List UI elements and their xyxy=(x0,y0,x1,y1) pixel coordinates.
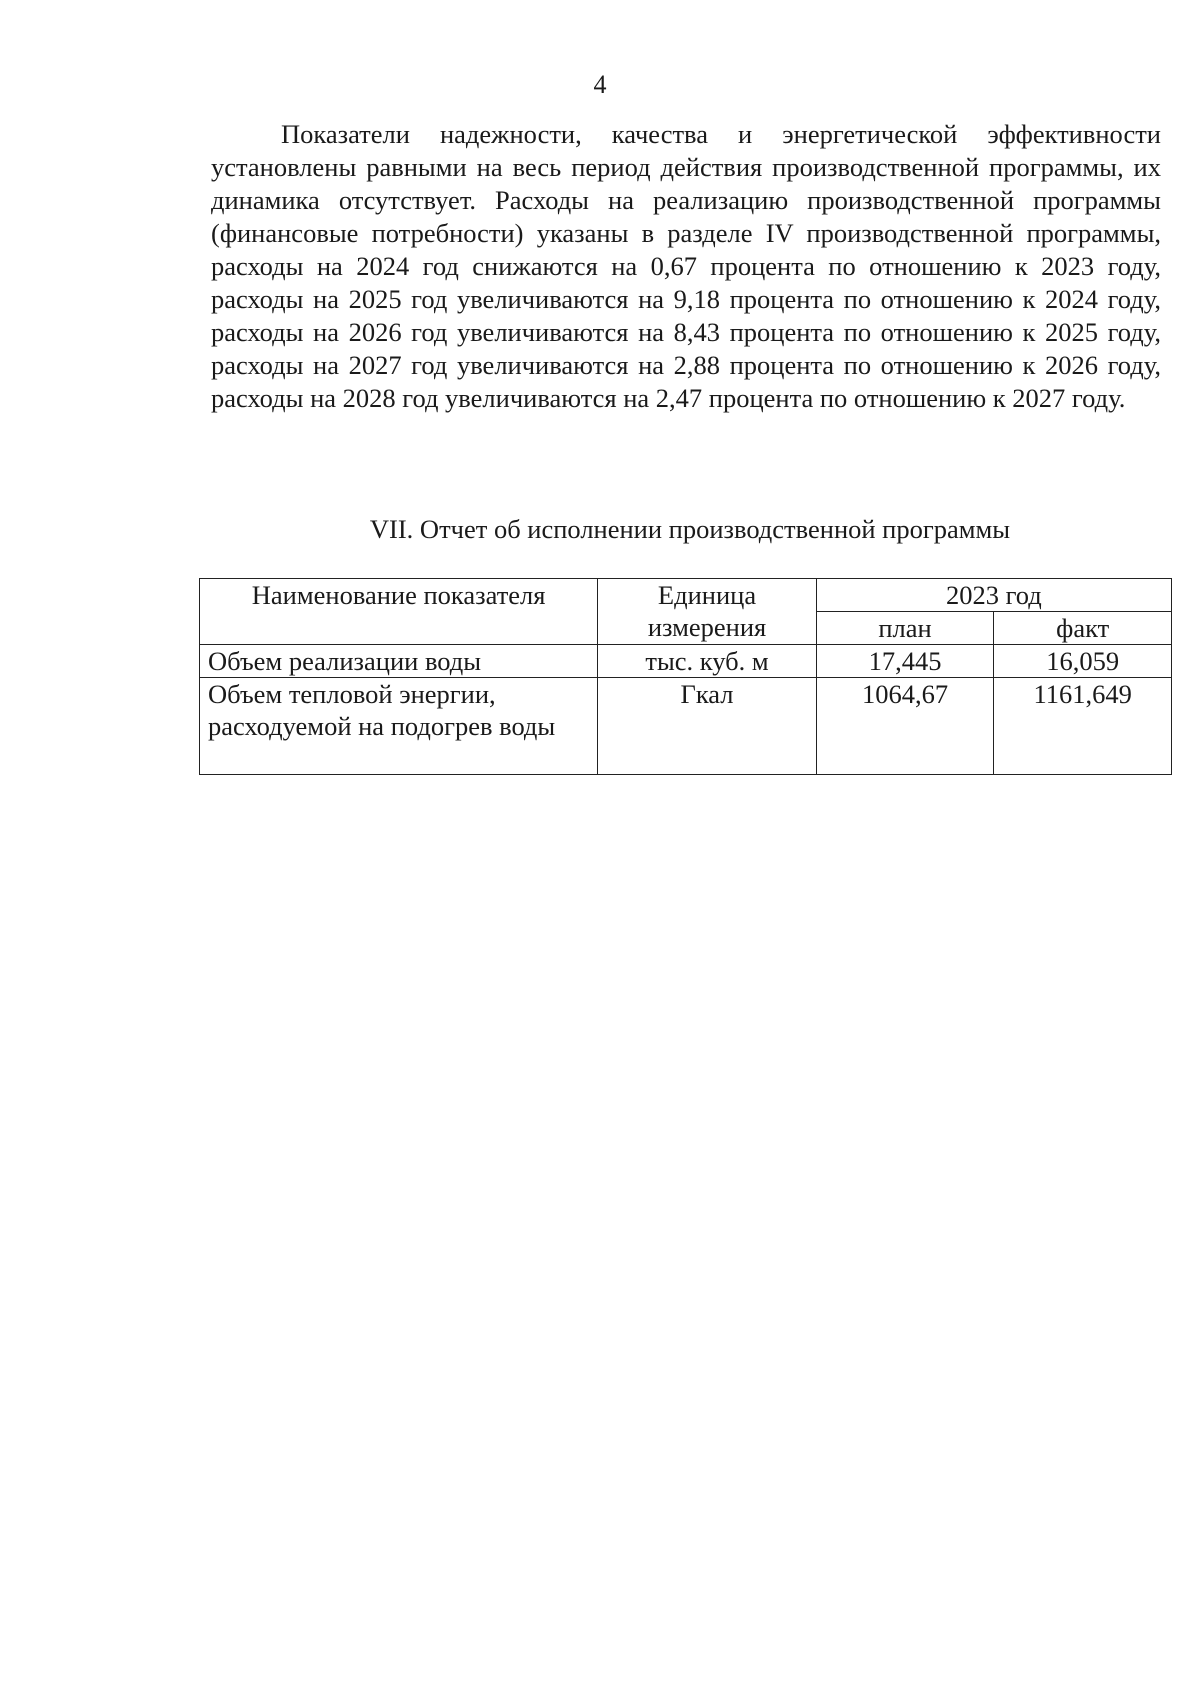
page-number: 4 xyxy=(593,70,607,99)
row-plan: 17,445 xyxy=(816,645,994,678)
section-title: VII. Отчет об исполнении производственной программы xyxy=(369,514,1011,544)
row-unit: тыс. куб. м xyxy=(598,645,817,678)
header-year: 2023 год xyxy=(816,579,1171,612)
row-fact: 1161,649 xyxy=(994,678,1172,775)
body-paragraph: Показатели надежности, качества и энергетической эффективности установлены равными на весь период действия производственной программы, их динамика отсутствует. Расходы на реализацию производственной программы (финансовые потребности) указаны в разделе IV производственной программы, расходы на 2024 год снижаются на 0,67 процента по отношению к 2023 году, расходы на 2025 год увеличиваются на 9,18 процента по отношению к 2024 году, расходы на 2026 год увеличиваются на 8,43 процента по отношению к 2025 году, расходы на 2027 год увеличиваются на 2,88 процента по отношению к 2026 году, расходы на 2028 год увеличиваются на 2,47 процента по отношению к 2027 году. xyxy=(211,119,1161,413)
row-fact: 16,059 xyxy=(994,645,1172,678)
report-table xyxy=(199,578,1172,775)
table-header-row xyxy=(200,579,1172,612)
row-plan: 1064,67 xyxy=(816,678,994,775)
table-row xyxy=(200,678,1172,775)
row-name: Объем тепловой энергии, расходуемой на подогрев воды xyxy=(200,678,598,775)
header-unit: Единица измерения xyxy=(598,579,817,645)
table-row xyxy=(200,645,1172,678)
row-name: Объем реализации воды xyxy=(200,645,598,678)
header-fact: факт xyxy=(994,612,1172,645)
header-plan: план xyxy=(816,612,994,645)
header-name: Наименование показателя xyxy=(200,579,598,645)
row-unit: Гкал xyxy=(598,678,817,775)
